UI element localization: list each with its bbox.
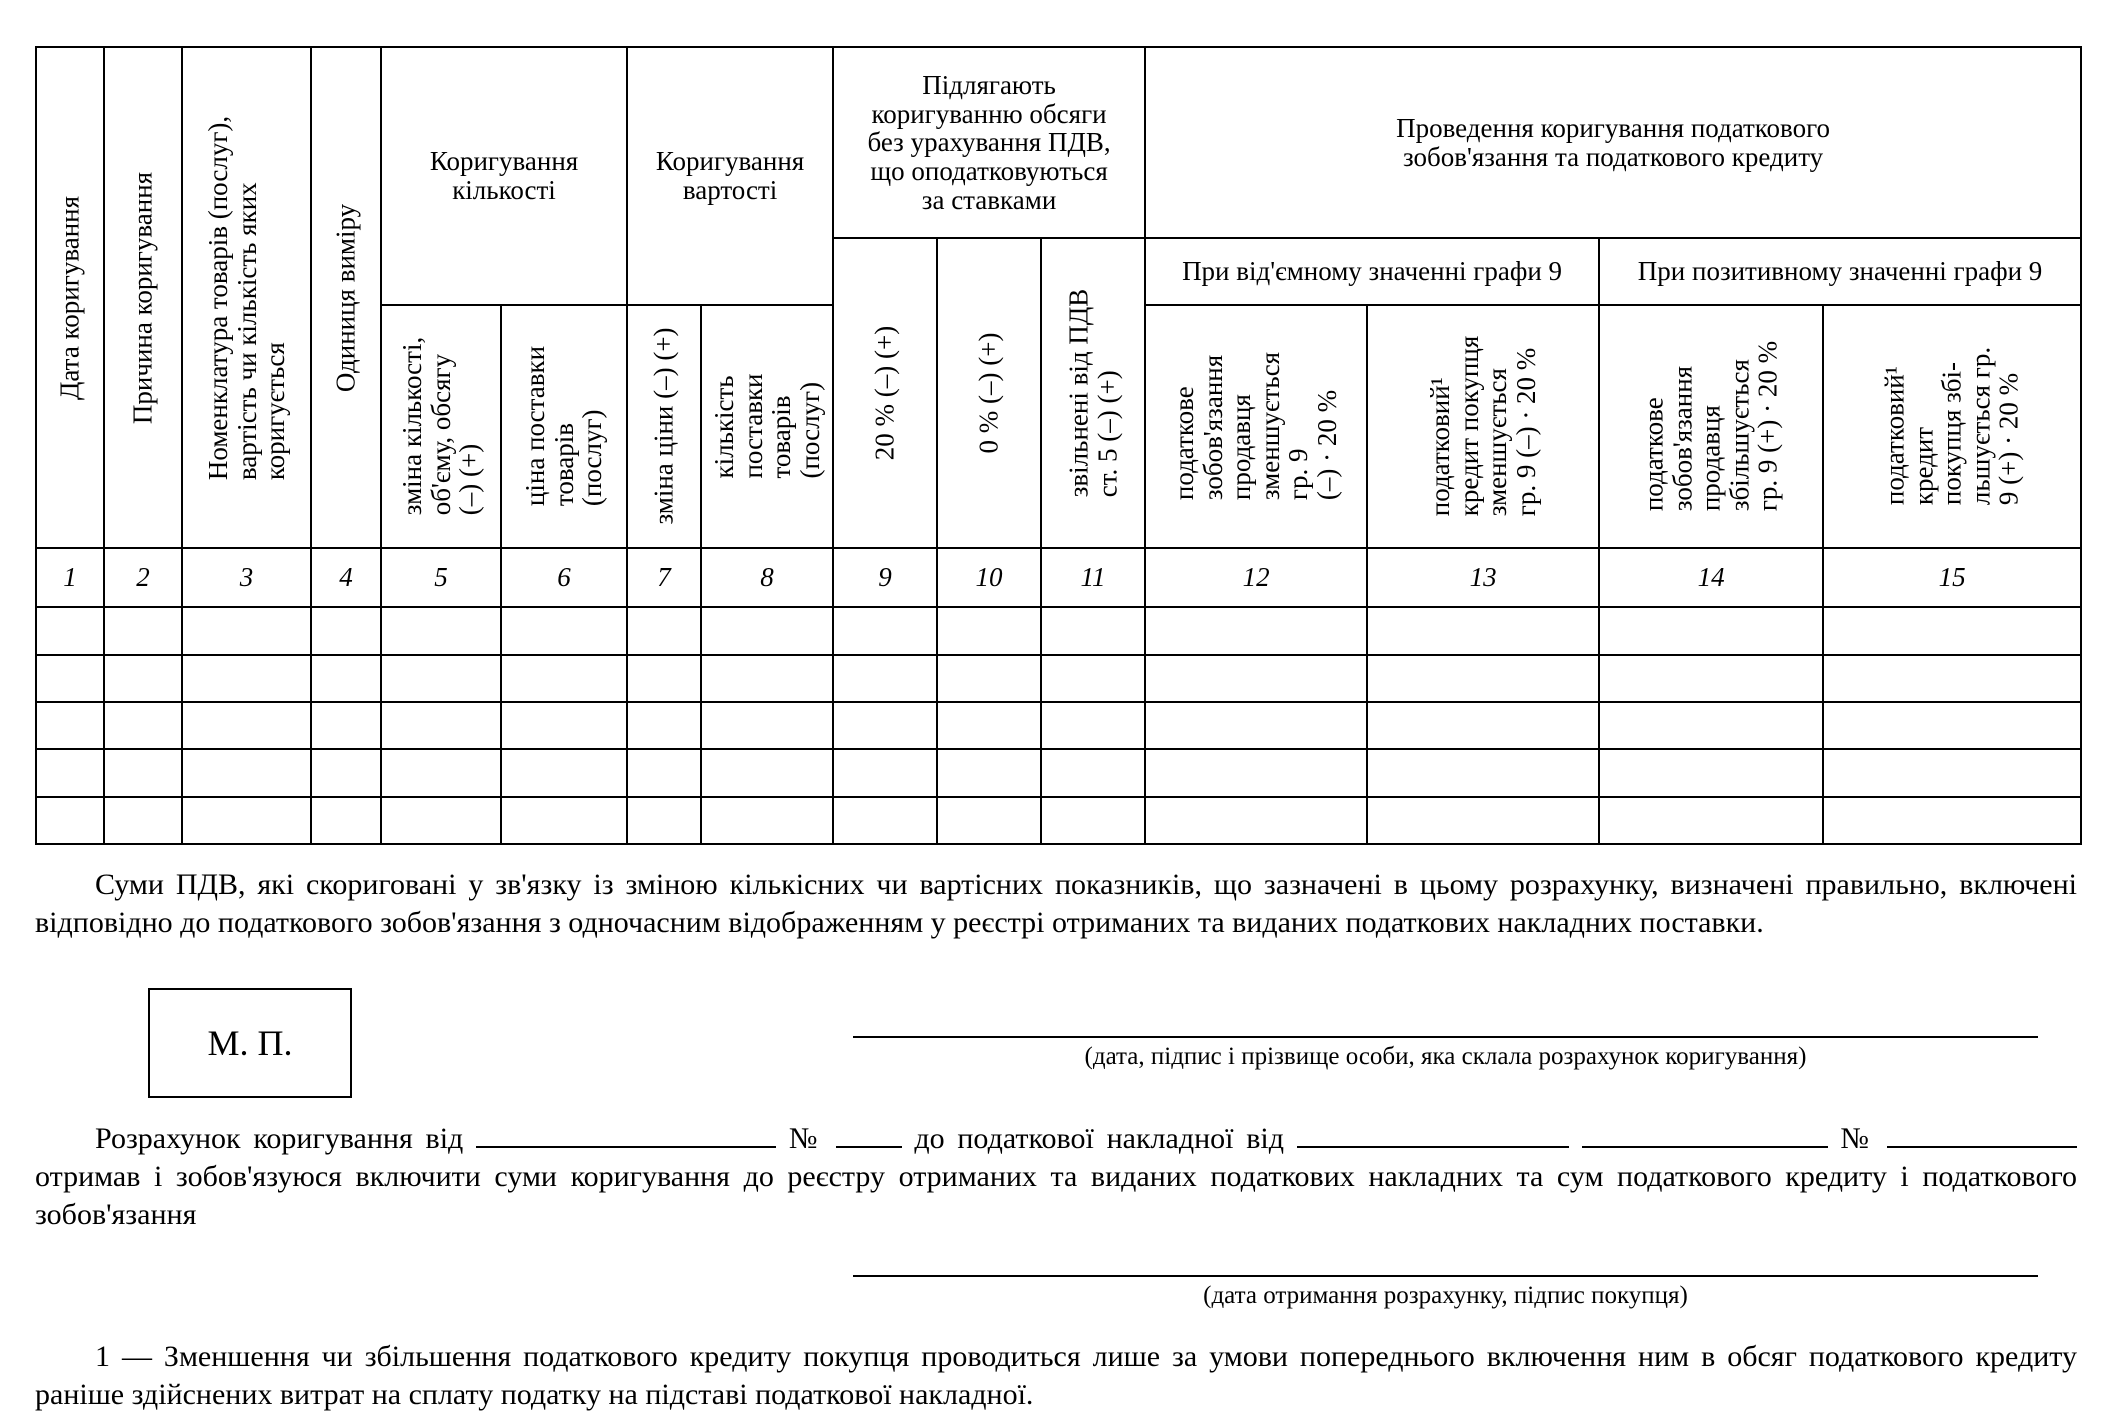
table-cell[interactable] xyxy=(937,655,1041,702)
header-cell-nomenclature xyxy=(182,47,311,548)
header-cost-qty-text: кількість поставки товарів (послуг) xyxy=(708,373,825,479)
receipt-date-blank[interactable] xyxy=(476,1118,776,1148)
header-adjust-group: Проведення коригування податкового зобов'язання та податкового кредиту xyxy=(1145,47,2081,238)
invoice-date-blank[interactable] xyxy=(1297,1118,1569,1148)
table-cell[interactable] xyxy=(701,607,833,654)
stamp-label: М. П. xyxy=(207,1023,293,1063)
header-cell-cost-qty xyxy=(701,305,833,549)
table-cell[interactable] xyxy=(1599,607,1823,654)
table-cell[interactable] xyxy=(1599,797,1823,844)
table-row xyxy=(36,702,2081,749)
table-cell[interactable] xyxy=(1367,749,1599,796)
table-cell[interactable] xyxy=(1599,749,1823,796)
table-cell[interactable] xyxy=(501,702,627,749)
table-cell[interactable] xyxy=(381,607,501,654)
table-cell[interactable] xyxy=(36,749,104,796)
buyer-signature-caption: (дата отримання розрахунку, підпис покупця) xyxy=(1203,1282,1688,1309)
col-number: 14 xyxy=(1599,548,1823,607)
invoice-date-blank-2[interactable] xyxy=(1582,1118,1828,1148)
table-cell[interactable] xyxy=(182,607,311,654)
table-cell[interactable] xyxy=(501,749,627,796)
table-cell[interactable] xyxy=(381,797,501,844)
header-volumes-group: Підлягають коригуванню обсяги без урахування ПДВ, що оподатковуються за ставками xyxy=(833,47,1145,238)
seller-signature-line[interactable] xyxy=(853,1036,2038,1038)
header-positive: При позитивному значенні графи 9 xyxy=(1599,238,2081,304)
table-cell[interactable] xyxy=(1823,702,2081,749)
header-reason-text: Причина коригування xyxy=(127,171,158,424)
table-cell[interactable] xyxy=(1145,797,1367,844)
table-cell[interactable] xyxy=(1041,749,1145,796)
header-cell-exempt xyxy=(1041,238,1145,548)
table-cell[interactable] xyxy=(104,702,182,749)
table-cell[interactable] xyxy=(701,749,833,796)
table-cell[interactable] xyxy=(311,702,381,749)
table-cell[interactable] xyxy=(833,655,937,702)
table-cell[interactable] xyxy=(701,797,833,844)
buyer-signature-line[interactable] xyxy=(853,1275,2038,1277)
table-cell[interactable] xyxy=(627,607,701,654)
table-cell[interactable] xyxy=(937,607,1041,654)
col-number: 1 xyxy=(36,548,104,607)
table-cell[interactable] xyxy=(937,797,1041,844)
header-qty-price-text: ціна поставки товарів (послуг) xyxy=(520,346,608,507)
table-cell[interactable] xyxy=(381,702,501,749)
table-cell[interactable] xyxy=(627,797,701,844)
table-cell[interactable] xyxy=(36,702,104,749)
table-cell[interactable] xyxy=(311,749,381,796)
table-cell[interactable] xyxy=(1823,655,2081,702)
table-cell[interactable] xyxy=(833,749,937,796)
table-cell[interactable] xyxy=(1041,797,1145,844)
table-cell[interactable] xyxy=(1041,607,1145,654)
header-rate20-text: 20 % (–) (+) xyxy=(869,325,900,461)
statement-paragraph: Суми ПДВ, які скориговані у зв'язку із зміною кількісних чи вартісних показників, що зазначені в цьому розрахунку, визначені правильно, включені відповідно до податкового зобов'язання з одночасним відображенням у реєстрі отриманих та виданих податкових накладних поставки. xyxy=(35,868,2077,939)
col-number: 2 xyxy=(104,548,182,607)
table-cell[interactable] xyxy=(833,702,937,749)
col-number: 3 xyxy=(182,548,311,607)
table-cell[interactable] xyxy=(36,655,104,702)
invoice-number-blank[interactable] xyxy=(1887,1118,2077,1148)
table-cell[interactable] xyxy=(182,749,311,796)
header-cell-rate20 xyxy=(833,238,937,548)
table-row xyxy=(36,655,2081,702)
col-number: 6 xyxy=(501,548,627,607)
header-cell-qty-price xyxy=(501,305,627,549)
table-cell[interactable] xyxy=(1145,607,1367,654)
table-cell[interactable] xyxy=(182,702,311,749)
table-cell[interactable] xyxy=(1367,702,1599,749)
table-cell[interactable] xyxy=(1823,749,2081,796)
col-number: 8 xyxy=(701,548,833,607)
header-cell-unit xyxy=(311,47,381,548)
receipt-number-blank[interactable] xyxy=(836,1118,902,1148)
col-number: 9 xyxy=(833,548,937,607)
header-cell-qty-change xyxy=(381,305,501,549)
header-nomenclature-text: Номенклатура товарів (послуг), вартість чи кількість яких коригується xyxy=(202,115,290,480)
table-cell[interactable] xyxy=(501,607,627,654)
table-cell[interactable] xyxy=(1041,702,1145,749)
table-cell[interactable] xyxy=(1145,749,1367,796)
column-number-row xyxy=(36,548,2081,607)
header-qty-group: Коригування кількості xyxy=(381,47,627,305)
receipt-text-5: отримав і зобов'язуюся включити суми коригування до реєстру отриманих та виданих податкових накладних та сум податкового кредиту і податкового зобов'язання xyxy=(35,1160,2077,1231)
col-number: 13 xyxy=(1367,548,1599,607)
header-c12-text: податкове зобов'язання продавця зменшується гр. 9 (–) · 20 % xyxy=(1169,352,1343,501)
header-cell-c13 xyxy=(1367,305,1599,549)
table-cell[interactable] xyxy=(311,607,381,654)
col-number: 5 xyxy=(381,548,501,607)
header-date-text: Дата коригування xyxy=(54,195,85,400)
receipt-paragraph xyxy=(35,1118,2077,1234)
col-number: 7 xyxy=(627,548,701,607)
table-cell[interactable] xyxy=(501,797,627,844)
table-cell[interactable] xyxy=(104,797,182,844)
table-cell[interactable] xyxy=(701,655,833,702)
table-cell[interactable] xyxy=(104,655,182,702)
header-rate0-text: 0 % (–) (+) xyxy=(973,332,1004,454)
header-negative: При від'ємному значенні графи 9 xyxy=(1145,238,1599,304)
table-cell[interactable] xyxy=(1367,797,1599,844)
table-row xyxy=(36,749,2081,796)
table-cell[interactable] xyxy=(104,607,182,654)
col-number: 11 xyxy=(1041,548,1145,607)
table-cell[interactable] xyxy=(36,797,104,844)
table-cell[interactable] xyxy=(627,749,701,796)
table-cell[interactable] xyxy=(104,749,182,796)
table-cell[interactable] xyxy=(937,702,1041,749)
table-cell[interactable] xyxy=(311,797,381,844)
header-cell-c15 xyxy=(1823,305,2081,549)
receipt-text-4: № xyxy=(1840,1122,1875,1155)
receipt-text-2: № xyxy=(788,1122,823,1155)
table-cell[interactable] xyxy=(1145,702,1367,749)
table-cell[interactable] xyxy=(1823,797,2081,844)
header-cost-change-text: зміна ціни (–) (+) xyxy=(648,327,679,525)
table-cell[interactable] xyxy=(833,607,937,654)
table-cell[interactable] xyxy=(627,702,701,749)
col-number: 12 xyxy=(1145,548,1367,607)
header-qty-change-text: зміна кількості, об'єму, обсягу (–) (+) xyxy=(397,337,485,516)
table-cell[interactable] xyxy=(182,797,311,844)
header-exempt-text: звільнені від ПДВ ст. 5 (–) (+) xyxy=(1063,288,1123,498)
table-cell[interactable] xyxy=(381,655,501,702)
header-cell-cost-change xyxy=(627,305,701,549)
header-cell-date xyxy=(36,47,104,548)
seller-signature-caption: (дата, підпис і прізвище особи, яка склала розрахунок коригування) xyxy=(1084,1043,1807,1070)
correction-table xyxy=(35,46,2082,845)
table-cell[interactable] xyxy=(1145,655,1367,702)
header-c15-text: податковий¹ кредит покупця збі- льшується гр. 9 (+) · 20 % xyxy=(1879,347,2024,506)
table-row xyxy=(36,797,2081,844)
receipt-text-1: Розрахунок коригування від xyxy=(95,1122,464,1155)
table-cell[interactable] xyxy=(701,702,833,749)
table-cell[interactable] xyxy=(1367,655,1599,702)
table-cell[interactable] xyxy=(833,797,937,844)
header-c14-text: податкове зобов'язання продавця збільшується гр. 9 (+) · 20 % xyxy=(1638,341,1783,512)
table-cell[interactable] xyxy=(1041,655,1145,702)
table-cell[interactable] xyxy=(937,749,1041,796)
header-c13-text: податковий¹ кредит покупця зменшується гр. 9 (–) · 20 % xyxy=(1424,336,1541,517)
table-cell[interactable] xyxy=(627,655,701,702)
table-cell[interactable] xyxy=(381,749,501,796)
table-cell[interactable] xyxy=(1599,702,1823,749)
col-number: 4 xyxy=(311,548,381,607)
header-cell-reason xyxy=(104,47,182,548)
table-cell[interactable] xyxy=(501,655,627,702)
table-cell[interactable] xyxy=(1823,607,2081,654)
header-cell-c14 xyxy=(1599,305,1823,549)
header-cell-rate0 xyxy=(937,238,1041,548)
table-row xyxy=(36,607,2081,654)
col-number: 10 xyxy=(937,548,1041,607)
header-cell-c12 xyxy=(1145,305,1367,549)
stamp-box xyxy=(148,988,352,1098)
table-cell[interactable] xyxy=(1367,607,1599,654)
header-unit-text: Одиниця виміру xyxy=(330,203,361,392)
col-number: 15 xyxy=(1823,548,2081,607)
table-cell[interactable] xyxy=(36,607,104,654)
footnote-paragraph: 1 — Зменшення чи збільшення податкового кредиту покупця проводиться лише за умови попереднього включення ним в обсяг податкового кредиту раніше здійснених витрат на сплату податку на підставі податкової накладної. xyxy=(35,1340,2077,1411)
table-cell[interactable] xyxy=(1599,655,1823,702)
receipt-text-3: до податкової накладної від xyxy=(914,1122,1285,1155)
table-cell[interactable] xyxy=(311,655,381,702)
table-cell[interactable] xyxy=(182,655,311,702)
header-cost-group: Коригування вартості xyxy=(627,47,833,305)
